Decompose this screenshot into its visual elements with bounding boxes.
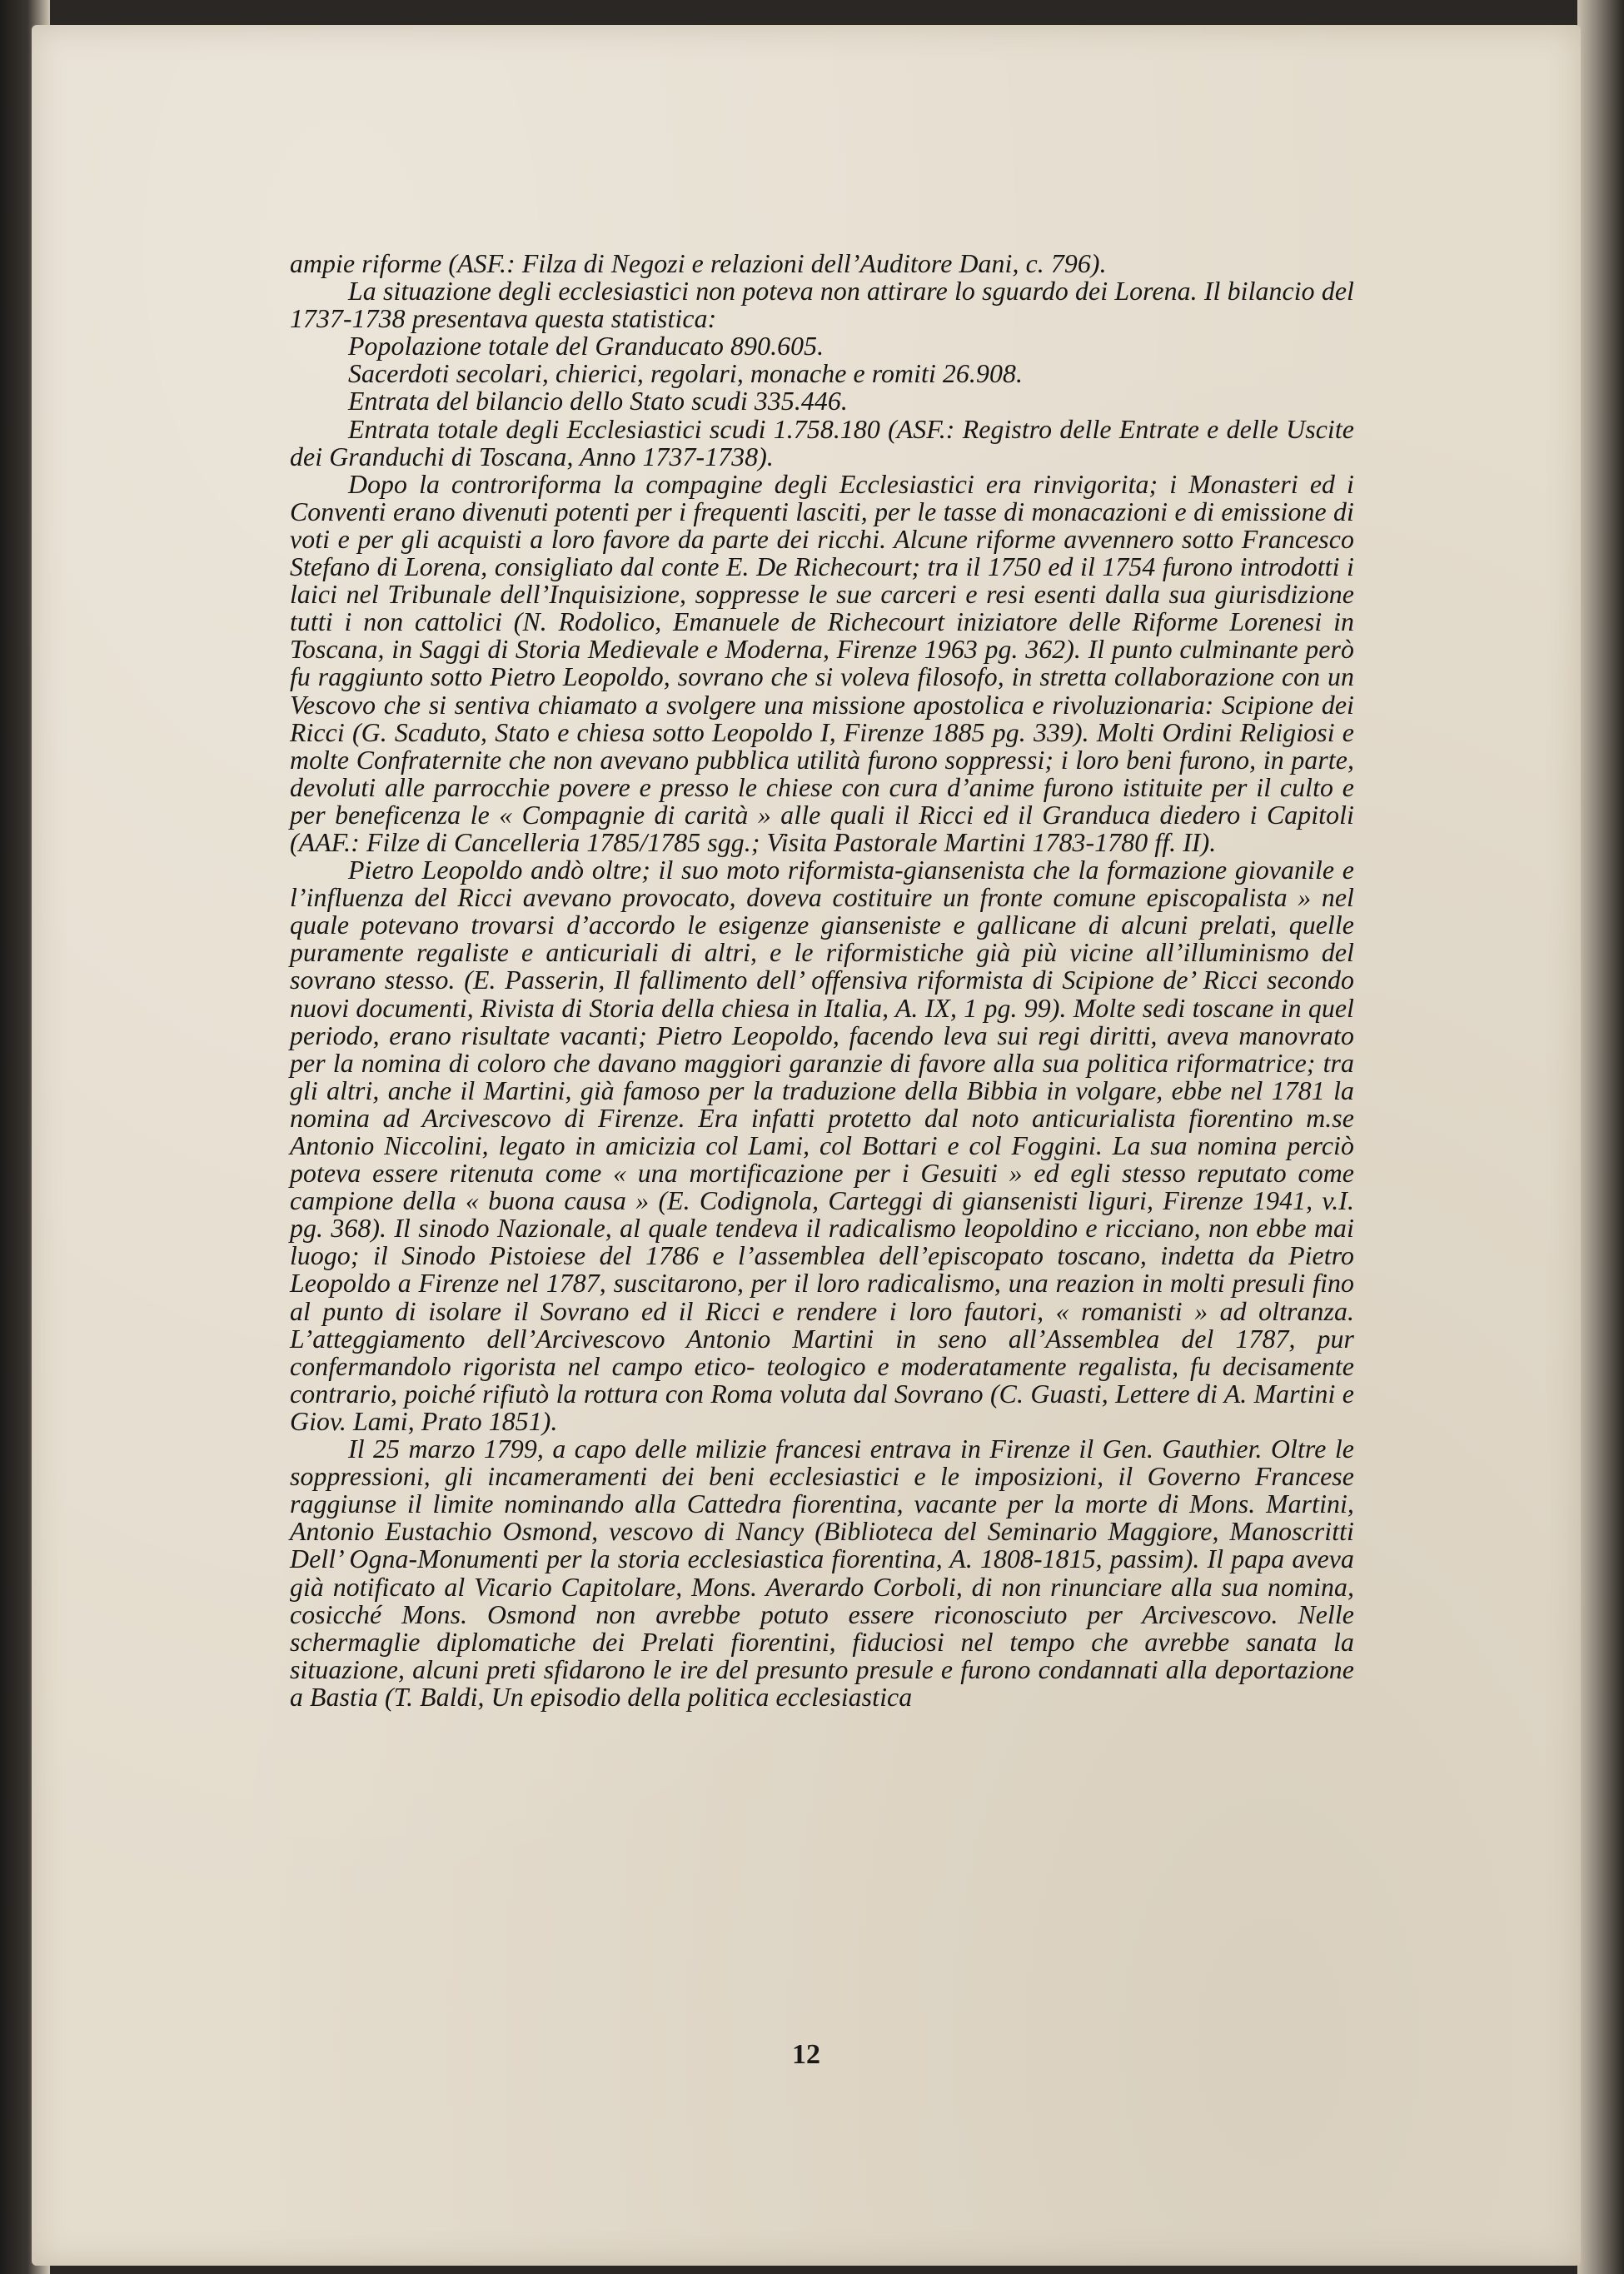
paragraph-ecclesiastici: La situazione degli ecclesiastici non poteva non attirare lo sguardo dei Lorena. Il bilancio del 1737-1738 presentava questa statistica: <box>290 277 1354 334</box>
stat-entrata-ecclesiastici: Entrata totale degli Ecclesiastici scudi 1.758.180 (ASF.: Registro delle Entrate e delle Uscite dei Granduchi di Toscana, Anno 1737-1738). <box>290 414 1354 471</box>
paragraph-pietro-leopoldo: Pietro Leopoldo andò oltre; il suo moto riformista-giansenista che la formazione giovanile e l’influenza del Ricci avevano provocato, doveva costituire un fronte comune episcopalista » nel quale potevano trovarsi d’accordo le esigenze gianseniste e gallicane di alcuni prelati, quelle puramente regaliste e anticuriali di altri, e le riformistiche già più vicine all’illuminismo del sovrano stesso. (E. Passerin, Il fallimento dell’ offensiva riformista di Scipione de’ Ricci secondo nuovi documenti, Rivista di Storia della chiesa in Italia, A. IX, 1 pg. 99). Molte sedi toscane in quel periodo, erano risultate vacanti; Pietro Leopoldo, facendo leva sui regi diritti, aveva manovrato per la nomina di coloro che davano maggiori garanzie di favore alla sua politica riformatrice; tra gli altri, anche il Martini, già famoso per la traduzione della Bibbia in volgare, ebbe nel 1781 la nomina ad Arcivescovo di Firenze. Era infatti protetto dal noto anticurialista fiorentino m.se Antonio Niccolini, legato in amicizia col Lami, col Bottari e col Foggini. La sua nomina perciò poteva essere ritenuta come « una mortificazione per i Gesuiti » ed egli stesso reputato come campione della « buona causa » (E. Codignola, Carteggi di giansenisti liguri, Firenze 1941, v.I. pg. 368). Il sinodo Nazionale, al quale tendeva il radicalismo leopoldino e ricciano, non ebbe mai luogo; il Sinodo Pistoiese del 1786 e l’assemblea dell’episcopato toscano, indetta da Pietro Leopoldo a Firenze nel 1787, suscitarono, per il loro radicalismo, una reazion in molti presuli fino al punto di isolare il Sovrano ed il Ricci e rendere i loro fautori, « romanisti » ad oltranza. L’atteggiamento dell’Arcivescovo Antonio Martini in seno all’Assemblea del 1787, pur confermandolo rigorista nel campo etico- teologico e moderatamente regalista, fu decisamente contrario, poiché rifiutò la rottura con Roma voluta dal Sovrano (C. Guasti, Lettere di A. Martini e Giov. Lami, Prato 1851). <box>290 855 1354 1436</box>
stat-sacerdoti: Sacerdoti secolari, chierici, regolari, monache e romiti 26.908. <box>348 359 1024 389</box>
book-page <box>32 25 1581 2266</box>
scan-background-right <box>1577 0 1624 2274</box>
paragraph-controriforma: Dopo la controriforma la compagine degli Ecclesiastici era rinvigorita; i Monasteri ed i Conventi erano divenuti potenti per i frequenti lasciti, per le tasse di monacazioni e di emissione di voti e per gli acquisti a loro favore da parte dei ricchi. Alcune riforme avvennero sotto Francesco Stefano di Lorena, consigliato dal conte E. De Richecourt; tra il 1750 ed il 1754 furono introdotti i laici nel Tribunale dell’Inquisizione, soppresse le sue carceri e resi esenti dalla sua giurisdizione tutti i non cattolici (N. Rodolico, Emanuele de Richecourt iniziatore delle Riforme Lorenesi in Toscana, in Saggi di Storia Medievale e Moderna, Firenze 1963 pg. 362). Il punto culminante però fu raggiunto sotto Pietro Leopoldo, sovrano che si voleva filosofo, in stretta collaborazione con un Vescovo che si sentiva chiamato a svolgere una missione apostolica e rivoluzionaria: Scipione dei Ricci (G. Scaduto, Stato e chiesa sotto Leopoldo I, Firenze 1885 pg. 339). Molti Ordini Religiosi e molte Confraternite che non avevano pubblica utilità furono soppressi; i loro beni furono, in parte, devoluti alle parrocchie povere e presso le chiese con cura d’anime furono istituite per il culto e per beneficenza le « Compagnie di carità » alle quali il Ricci ed il Granduca diedero i Capitoli (AAF.: Filze di Cancelleria 1785/1785 sgg.; Visita Pastorale Martini 1783-1780 ff. II). <box>290 469 1354 857</box>
paragraph-continuation: ampie riforme (ASF.: Filza di Negozi e relazioni dell’Auditore Dani, c. 796). <box>290 249 1107 278</box>
stat-entrata-stato: Entrata del bilancio dello Stato scudi 335.446. <box>348 386 848 416</box>
paragraph-25-marzo-1799: Il 25 marzo 1799, a capo delle milizie francesi entrava in Firenze il Gen. Gauthier. Oltre le soppressioni, gli incameramenti dei beni ecclesiastici e le imposizioni, il Governo Francese raggiunse il limite nominando alla Cattedra fiorentina, vacante per la morte di Mons. Martini, Antonio Eustachio Osmond, vescovo di Nancy (Biblioteca del Seminario Maggiore, Manoscritti Dell’ Ogna-Monumenti per la storia ecclesiastica fiorentina, A. 1808-1815, passim). Il papa aveva già notificato al Vicario Capitolare, Mons. Averardo Corboli, di non rinunciare alla sua nomina, cosicché Mons. Osmond non avrebbe potuto essere riconosciuto per Arcivescovo. Nelle schermaglie diplomatiche dei Prelati fiorentini, fiduciosi nel tempo che avrebbe sanata la situazione, alcuni preti sfidarono le ire del presunto presule e furono condannati alla deportazione a Bastia (T. Baldi, Un episodio della politica ecclesiastica <box>290 1434 1354 1712</box>
body-text <box>290 250 1354 1711</box>
page-number: 12 <box>792 2039 820 2070</box>
stat-popolazione: Popolazione totale del Granducato 890.605. <box>348 332 824 362</box>
